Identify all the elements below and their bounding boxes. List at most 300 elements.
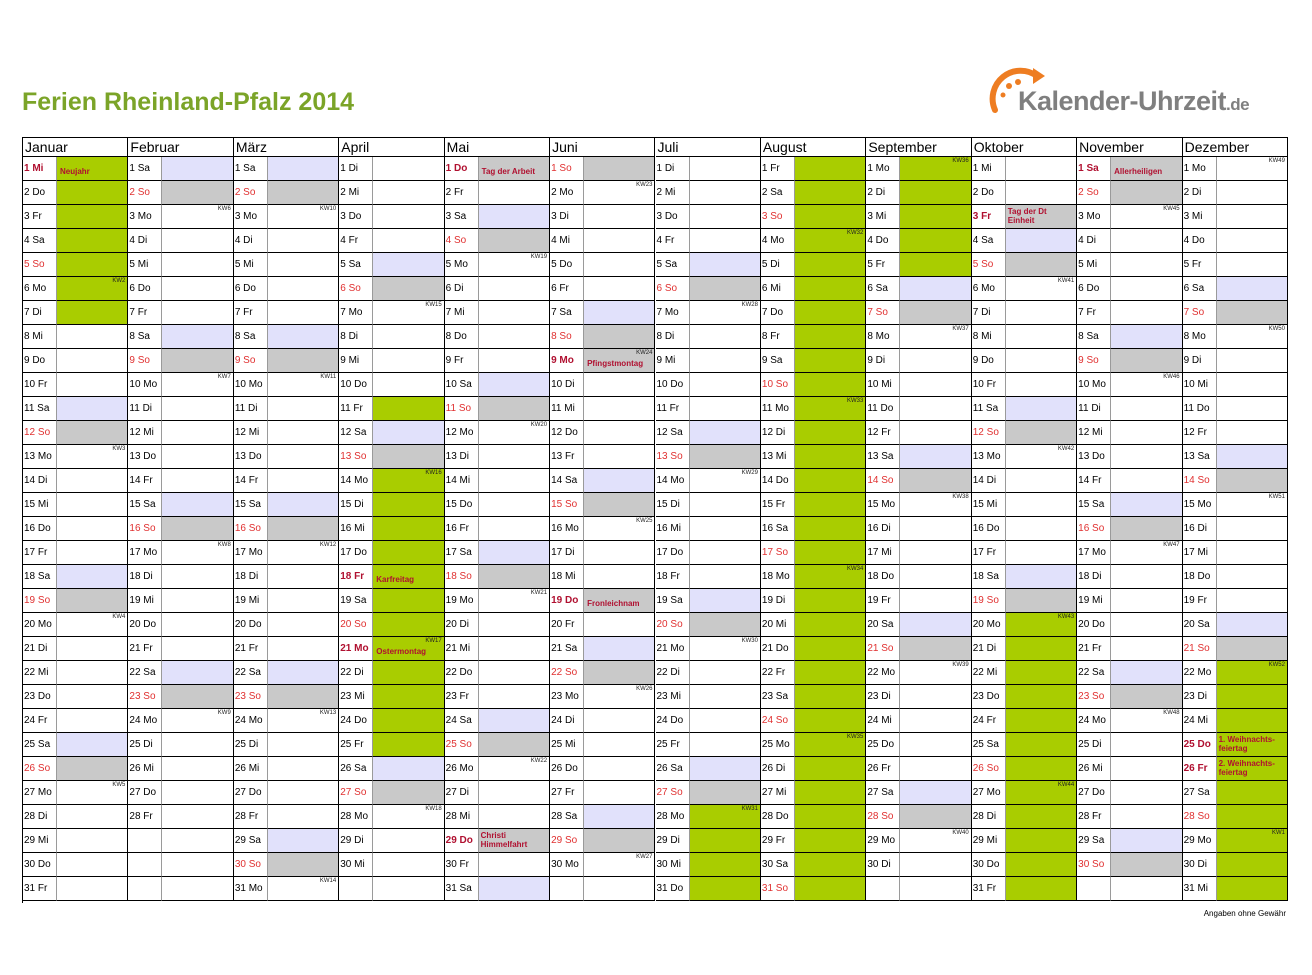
day-cell: 24 Di xyxy=(550,709,584,733)
day-cell: 23 So xyxy=(234,685,268,709)
day-info-cell xyxy=(268,709,339,733)
day-cell: 4 Mi xyxy=(550,229,584,253)
day-info-cell xyxy=(900,445,971,469)
day-info-cell xyxy=(690,253,761,277)
day-cell: 6 Fr xyxy=(550,277,584,301)
day-cell: 9 So xyxy=(1077,349,1111,373)
day-cell: 23 So xyxy=(128,685,162,709)
day-info-cell xyxy=(584,829,655,853)
day-cell: 1 Mo xyxy=(1183,157,1217,181)
day-cell: 27 Do xyxy=(234,781,268,805)
day-info-cell xyxy=(57,781,128,805)
week-number: KW15 xyxy=(425,302,442,308)
day-info-cell xyxy=(1217,589,1288,613)
day-cell: 24 Mo xyxy=(128,709,162,733)
day-cell: 26 Sa xyxy=(339,757,373,781)
day-info-cell xyxy=(1217,877,1288,901)
day-info-cell xyxy=(795,349,866,373)
day-info-cell xyxy=(57,589,128,613)
day-info-cell xyxy=(373,709,444,733)
day-cell: 1 So xyxy=(550,157,584,181)
day-info-cell xyxy=(1111,397,1182,421)
day-cell: 18 Fr xyxy=(339,565,373,589)
day-info-cell xyxy=(1217,373,1288,397)
day-info-cell xyxy=(373,613,444,637)
day-cell: 24 Do xyxy=(656,709,690,733)
day-cell: 2 So xyxy=(234,181,268,205)
day-cell: 1 Sa xyxy=(1077,157,1111,181)
week-number: KW51 xyxy=(1268,494,1285,500)
day-info-cell xyxy=(690,181,761,205)
day-info-cell xyxy=(268,565,339,589)
day-info-cell xyxy=(900,877,971,901)
day-cell: 31 Sa xyxy=(445,877,479,901)
day-info-cell xyxy=(690,205,761,229)
day-cell: 22 Mo xyxy=(1183,661,1217,685)
day-info-cell xyxy=(268,181,339,205)
day-cell: 19 Mi xyxy=(234,589,268,613)
day-cell: 27 So xyxy=(339,781,373,805)
day-cell: 9 Mo xyxy=(550,349,584,373)
day-info-cell xyxy=(1006,613,1077,637)
day-cell: 3 Di xyxy=(550,205,584,229)
day-info-cell xyxy=(373,805,444,829)
day-cell: 16 Di xyxy=(866,517,900,541)
day-info-cell xyxy=(584,205,655,229)
day-cell: 7 Do xyxy=(761,301,795,325)
day-info-cell xyxy=(1006,349,1077,373)
day-info-cell xyxy=(584,589,655,613)
day-info-cell xyxy=(373,877,444,901)
day-info-cell xyxy=(1217,685,1288,709)
day-info-cell xyxy=(479,349,550,373)
day-cell: 5 Mi xyxy=(128,253,162,277)
day-cell xyxy=(1077,877,1111,901)
day-info-cell xyxy=(268,349,339,373)
day-cell: 15 Mi xyxy=(23,493,57,517)
week-number: KW3 xyxy=(112,446,126,452)
day-info-cell xyxy=(479,733,550,757)
day-info-cell xyxy=(373,541,444,565)
day-cell: 24 Mo xyxy=(1077,709,1111,733)
day-info-cell xyxy=(690,877,761,901)
day-cell: 2 Di xyxy=(1183,181,1217,205)
day-cell: 18 Sa xyxy=(23,565,57,589)
day-cell: 29 Mi xyxy=(23,829,57,853)
day-info-cell xyxy=(162,565,233,589)
week-number: KW9 xyxy=(217,710,231,716)
day-info-cell xyxy=(479,325,550,349)
week-number: KW32 xyxy=(846,230,864,236)
day-cell: 1 Di xyxy=(656,157,690,181)
day-info-cell xyxy=(795,469,866,493)
day-info-cell xyxy=(1006,829,1077,853)
day-cell: 15 Sa xyxy=(128,493,162,517)
logo-name: Kalender-Uhrzeit xyxy=(1018,86,1227,116)
week-number: KW48 xyxy=(1163,710,1180,716)
week-number: KW24 xyxy=(636,350,653,356)
day-info-cell xyxy=(1111,229,1182,253)
day-cell: 24 Mi xyxy=(1183,709,1217,733)
day-info-cell xyxy=(584,445,655,469)
day-cell: 23 Fr xyxy=(445,685,479,709)
day-info-cell xyxy=(1217,661,1288,685)
day-cell: 10 Mo xyxy=(234,373,268,397)
day-info-cell xyxy=(1111,805,1182,829)
day-cell: 22 Sa xyxy=(1077,661,1111,685)
day-cell: 28 Mo xyxy=(656,805,690,829)
day-info-cell xyxy=(1111,541,1182,565)
day-cell: 26 Mi xyxy=(128,757,162,781)
day-cell: 3 Mi xyxy=(866,205,900,229)
day-cell: 8 Mo xyxy=(866,325,900,349)
day-cell: 26 Di xyxy=(761,757,795,781)
day-cell: 17 Fr xyxy=(23,541,57,565)
day-info-cell xyxy=(1111,349,1182,373)
day-info-cell xyxy=(584,877,655,901)
day-info-cell xyxy=(1217,493,1288,517)
day-cell: 19 Mi xyxy=(128,589,162,613)
day-info-cell xyxy=(900,277,971,301)
day-info-cell xyxy=(900,733,971,757)
day-info-cell xyxy=(479,781,550,805)
month-header: Juli xyxy=(656,138,761,157)
day-info-cell xyxy=(479,493,550,517)
month-header: Januar xyxy=(23,138,128,157)
day-info-cell xyxy=(1111,493,1182,517)
day-info-cell xyxy=(268,853,339,877)
day-info-cell xyxy=(268,613,339,637)
week-number: KW10 xyxy=(319,206,337,212)
day-info-cell xyxy=(795,565,866,589)
week-number: KW29 xyxy=(741,470,758,476)
day-cell: 5 Mo xyxy=(445,253,479,277)
day-info-cell xyxy=(584,661,655,685)
day-info-cell xyxy=(1111,613,1182,637)
day-info-cell xyxy=(1006,445,1077,469)
day-cell: 12 Mo xyxy=(445,421,479,445)
day-info-cell xyxy=(1217,253,1288,277)
week-number: KW46 xyxy=(1163,374,1180,380)
day-info-cell xyxy=(57,829,128,853)
week-number: KW28 xyxy=(741,302,758,308)
day-info-cell xyxy=(584,541,655,565)
day-cell: 22 Fr xyxy=(761,661,795,685)
holiday-name: Pfingstmontag xyxy=(587,359,644,368)
day-info-cell xyxy=(57,469,128,493)
day-cell: 19 So xyxy=(972,589,1006,613)
day-info-cell xyxy=(690,733,761,757)
day-cell: 14 Mo xyxy=(656,469,690,493)
day-cell: 19 Mo xyxy=(445,589,479,613)
day-info-cell xyxy=(162,853,233,877)
day-info-cell xyxy=(1111,325,1182,349)
week-number: KW8 xyxy=(217,542,231,548)
day-info-cell xyxy=(57,397,128,421)
day-cell: 25 Di xyxy=(234,733,268,757)
day-cell: 13 Sa xyxy=(1183,445,1217,469)
day-info-cell xyxy=(900,349,971,373)
day-info-cell xyxy=(900,373,971,397)
day-cell: 24 Do xyxy=(339,709,373,733)
day-info-cell xyxy=(1217,397,1288,421)
day-cell: 28 Mi xyxy=(445,805,479,829)
day-info-cell xyxy=(900,181,971,205)
week-number: KW45 xyxy=(1163,206,1180,212)
day-cell: 21 Di xyxy=(972,637,1006,661)
day-cell: 18 So xyxy=(445,565,479,589)
day-cell: 30 Mi xyxy=(656,853,690,877)
day-info-cell xyxy=(1217,541,1288,565)
week-number: KW40 xyxy=(952,830,969,836)
holiday-name: Tag der Arbeit xyxy=(481,167,535,176)
day-cell: 9 Fr xyxy=(445,349,479,373)
day-cell: 13 Mi xyxy=(761,445,795,469)
day-info-cell xyxy=(795,877,866,901)
day-cell: 21 Fr xyxy=(128,637,162,661)
week-number: KW22 xyxy=(530,758,548,764)
day-info-cell xyxy=(162,709,233,733)
day-cell: 10 Do xyxy=(339,373,373,397)
day-cell: 16 So xyxy=(1077,517,1111,541)
day-cell: 20 Di xyxy=(445,613,479,637)
week-number: KW38 xyxy=(952,494,969,500)
day-info-cell xyxy=(1217,157,1288,181)
day-cell: 10 Sa xyxy=(445,373,479,397)
day-cell: 12 Di xyxy=(761,421,795,445)
holiday-name: Tag der Dt Einheit xyxy=(1007,207,1047,225)
day-info-cell xyxy=(1006,781,1077,805)
day-info-cell xyxy=(268,733,339,757)
day-info-cell xyxy=(690,565,761,589)
holiday-name: 2. Weihnachts-feiertag xyxy=(1218,759,1275,777)
day-info-cell xyxy=(57,181,128,205)
logo[interactable] xyxy=(1018,86,1249,117)
day-info-cell xyxy=(373,589,444,613)
day-info-cell xyxy=(57,229,128,253)
day-cell: 25 Mo xyxy=(761,733,795,757)
day-cell: 7 Mi xyxy=(445,301,479,325)
day-cell: 27 Fr xyxy=(550,781,584,805)
day-info-cell xyxy=(690,229,761,253)
holiday-name: Fronleichnam xyxy=(587,599,640,608)
day-cell: 9 Do xyxy=(23,349,57,373)
day-info-cell xyxy=(584,397,655,421)
day-cell: 18 Sa xyxy=(972,565,1006,589)
day-cell: 8 So xyxy=(550,325,584,349)
day-cell: 7 So xyxy=(1183,301,1217,325)
day-cell: 17 So xyxy=(761,541,795,565)
week-number: KW17 xyxy=(425,638,442,644)
day-cell: 28 So xyxy=(866,805,900,829)
day-cell: 14 So xyxy=(1183,469,1217,493)
day-cell: 25 Do xyxy=(866,733,900,757)
day-info-cell xyxy=(900,685,971,709)
day-cell: 31 So xyxy=(761,877,795,901)
week-number: KW20 xyxy=(530,422,548,428)
day-cell: 11 Mi xyxy=(550,397,584,421)
day-info-cell xyxy=(900,757,971,781)
day-info-cell xyxy=(690,541,761,565)
day-cell: 4 Di xyxy=(1077,229,1111,253)
day-cell: 4 Di xyxy=(234,229,268,253)
day-cell: 27 Mi xyxy=(761,781,795,805)
day-cell: 22 Mi xyxy=(972,661,1006,685)
day-cell: 10 So xyxy=(761,373,795,397)
day-cell: 20 Mi xyxy=(761,613,795,637)
day-cell: 14 Mo xyxy=(339,469,373,493)
day-info-cell xyxy=(690,373,761,397)
day-cell: 19 Fr xyxy=(1183,589,1217,613)
day-cell: 26 Mo xyxy=(445,757,479,781)
day-cell: 24 Mo xyxy=(234,709,268,733)
day-cell: 12 Fr xyxy=(1183,421,1217,445)
day-info-cell xyxy=(900,541,971,565)
day-info-cell xyxy=(268,829,339,853)
day-cell: 19 Sa xyxy=(656,589,690,613)
day-cell: 20 Do xyxy=(1077,613,1111,637)
day-cell: 4 Di xyxy=(128,229,162,253)
day-cell: 19 So xyxy=(23,589,57,613)
day-cell: 7 Di xyxy=(972,301,1006,325)
day-cell: 26 Do xyxy=(550,757,584,781)
day-cell: 17 Do xyxy=(656,541,690,565)
day-info-cell xyxy=(268,469,339,493)
day-info-cell xyxy=(900,853,971,877)
day-info-cell xyxy=(900,397,971,421)
day-info-cell xyxy=(1217,781,1288,805)
logo-domain: .de xyxy=(1226,95,1250,114)
day-cell: 15 Di xyxy=(339,493,373,517)
day-info-cell xyxy=(1006,589,1077,613)
day-cell xyxy=(866,877,900,901)
day-info-cell xyxy=(1111,637,1182,661)
day-cell: 6 So xyxy=(339,277,373,301)
day-cell: 17 Mo xyxy=(128,541,162,565)
day-cell: 8 Sa xyxy=(128,325,162,349)
day-info-cell xyxy=(268,301,339,325)
day-cell: 28 Sa xyxy=(550,805,584,829)
day-info-cell xyxy=(1006,277,1077,301)
day-cell: 14 Sa xyxy=(550,469,584,493)
day-cell: 16 So xyxy=(234,517,268,541)
day-cell: 5 Fr xyxy=(1183,253,1217,277)
day-info-cell xyxy=(584,853,655,877)
day-cell: 24 So xyxy=(761,709,795,733)
day-info-cell xyxy=(900,469,971,493)
day-cell: 10 Mi xyxy=(1183,373,1217,397)
day-info-cell xyxy=(1111,829,1182,853)
day-cell: 23 Mo xyxy=(550,685,584,709)
day-cell: 30 Sa xyxy=(761,853,795,877)
day-info-cell xyxy=(1006,565,1077,589)
day-info-cell xyxy=(690,301,761,325)
day-cell: 24 Mi xyxy=(866,709,900,733)
day-info-cell xyxy=(1111,469,1182,493)
day-info-cell xyxy=(373,229,444,253)
day-info-cell xyxy=(57,349,128,373)
day-info-cell xyxy=(1217,277,1288,301)
day-cell: 25 Di xyxy=(1077,733,1111,757)
day-cell: 4 Fr xyxy=(656,229,690,253)
day-info-cell xyxy=(162,541,233,565)
day-cell: 12 Mi xyxy=(128,421,162,445)
day-cell: 11 Do xyxy=(1183,397,1217,421)
day-info-cell xyxy=(1217,205,1288,229)
day-cell: 6 Do xyxy=(1077,277,1111,301)
day-cell: 11 Do xyxy=(866,397,900,421)
day-cell: 17 Sa xyxy=(445,541,479,565)
day-cell xyxy=(550,877,584,901)
day-info-cell xyxy=(584,277,655,301)
holiday-name: 1. Weihnachts-feiertag xyxy=(1218,735,1275,753)
day-cell: 31 Fr xyxy=(23,877,57,901)
day-cell: 12 Do xyxy=(550,421,584,445)
day-cell: 14 Di xyxy=(972,469,1006,493)
week-number: KW36 xyxy=(952,158,969,164)
day-cell: 30 Di xyxy=(1183,853,1217,877)
day-info-cell xyxy=(268,421,339,445)
day-cell: 6 Mi xyxy=(761,277,795,301)
day-cell: 13 So xyxy=(339,445,373,469)
day-info-cell xyxy=(584,301,655,325)
day-info-cell xyxy=(268,253,339,277)
day-cell: 16 Di xyxy=(1183,517,1217,541)
day-cell: 23 Mi xyxy=(339,685,373,709)
day-cell: 2 So xyxy=(128,181,162,205)
day-cell: 17 Di xyxy=(550,541,584,565)
week-number: KW50 xyxy=(1268,326,1285,332)
day-info-cell xyxy=(479,157,550,181)
week-number: KW27 xyxy=(636,854,653,860)
day-info-cell xyxy=(1111,853,1182,877)
day-info-cell xyxy=(690,709,761,733)
day-cell: 8 Di xyxy=(339,325,373,349)
day-cell: 11 Sa xyxy=(23,397,57,421)
day-cell: 31 Mi xyxy=(1183,877,1217,901)
day-info-cell xyxy=(1111,373,1182,397)
day-info-cell xyxy=(162,877,233,901)
day-cell: 23 So xyxy=(1077,685,1111,709)
day-info-cell xyxy=(162,637,233,661)
day-info-cell xyxy=(479,253,550,277)
day-info-cell xyxy=(1217,805,1288,829)
day-info-cell xyxy=(373,565,444,589)
week-number: KW4 xyxy=(112,614,126,620)
day-info-cell xyxy=(1006,493,1077,517)
day-info-cell xyxy=(479,205,550,229)
week-number: KW6 xyxy=(217,206,231,212)
day-cell: 20 So xyxy=(339,613,373,637)
day-info-cell xyxy=(584,685,655,709)
month-header: Dezember xyxy=(1183,138,1288,157)
day-info-cell xyxy=(373,469,444,493)
day-info-cell xyxy=(57,613,128,637)
day-info-cell xyxy=(162,469,233,493)
day-cell: 30 Do xyxy=(972,853,1006,877)
month-header: Juni xyxy=(550,138,655,157)
day-cell: 29 Sa xyxy=(234,829,268,853)
day-info-cell xyxy=(900,229,971,253)
day-info-cell xyxy=(162,253,233,277)
day-cell: 4 Do xyxy=(866,229,900,253)
day-info-cell xyxy=(795,853,866,877)
day-info-cell xyxy=(268,157,339,181)
day-info-cell xyxy=(268,661,339,685)
day-info-cell xyxy=(162,589,233,613)
day-info-cell xyxy=(373,397,444,421)
day-info-cell xyxy=(1217,829,1288,853)
